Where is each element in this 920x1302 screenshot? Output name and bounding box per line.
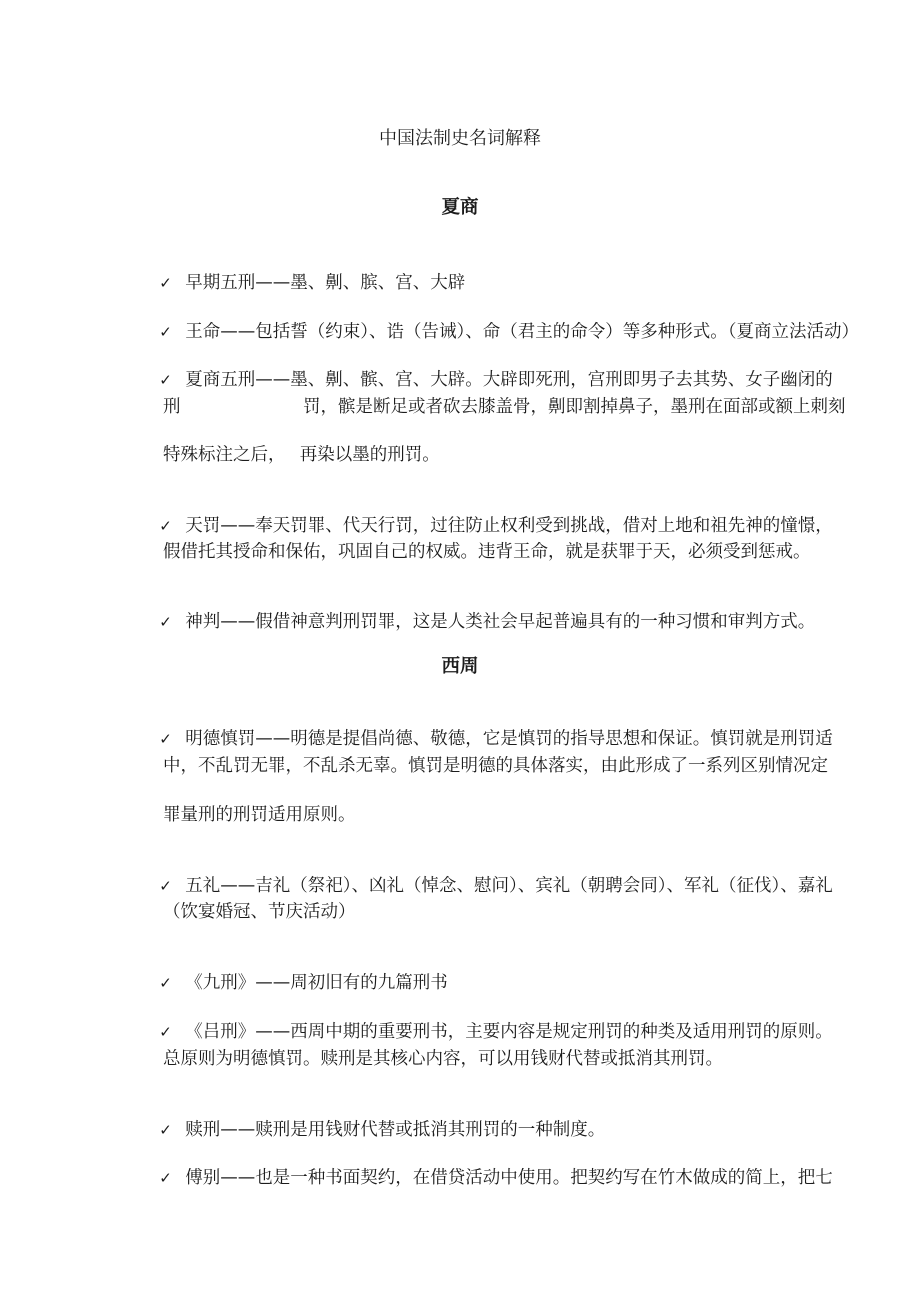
checkmark-bullet-icon: ✓ — [159, 517, 172, 535]
section-heading-xizhou: 西周 — [441, 656, 479, 677]
checkmark-bullet-icon: ✓ — [159, 877, 172, 895]
list-item-text: 明德慎罚——明德是提倡尚德、敬德，它是慎罚的指导思想和保证。慎罚就是刑罚适 — [185, 729, 833, 749]
checkmark-bullet-icon: ✓ — [159, 323, 172, 341]
checkmark-bullet-icon: ✓ — [159, 1023, 172, 1041]
list-item-text: 王命——包括誓（约束）、诰（告诫）、命（君主的命令）等多种形式。（夏商立法活动） — [185, 322, 860, 342]
checkmark-bullet-icon: ✓ — [159, 613, 172, 631]
list-item — [137, 589, 815, 655]
list-item-continuation: 罪量刑的刑罚适用原则。 — [163, 805, 356, 825]
checkmark-bullet-icon: ✓ — [159, 974, 172, 992]
checkmark-bullet-icon: ✓ — [159, 1169, 172, 1187]
list-item-continuation: 特殊标注之后， 再染以墨的刑罚。 — [163, 445, 440, 465]
list-item-continuation: 总原则为明德慎罚。赎刑是其核心内容，可以用钱财代替或抵消其刑罚。 — [163, 1049, 723, 1069]
checkmark-bullet-icon: ✓ — [159, 730, 172, 748]
list-item-text: 夏商五刑——墨、劓、髌、宫、大辟。大辟即死刑，宫刑即男子去其势、女子幽闭的 — [185, 370, 833, 390]
checkmark-bullet-icon: ✓ — [159, 274, 172, 292]
list-item-continuation: （饮宴婚冠、节庆活动） — [163, 902, 356, 922]
list-item-text: 早期五刑——墨、劓、膑、宫、大辟 — [185, 273, 466, 293]
checkmark-bullet-icon: ✓ — [159, 1121, 172, 1139]
section-heading-xiashang: 夏商 — [441, 197, 479, 218]
checkmark-bullet-icon: ✓ — [159, 371, 172, 389]
list-item-continuation: 假借托其授命和保佑，巩固自己的权威。违背王命，就是获罪于天，必须受到惩戒。 — [163, 542, 811, 562]
list-item-text: 《九刑》——周初旧有的九篇刑书 — [185, 973, 448, 993]
list-item-continuation: 刑 罚，髌是断足或者砍去膝盖骨，劓即割掉鼻子，墨刑在面部或额上刺刻 — [163, 397, 846, 417]
page-title: 中国法制史名词解释 — [379, 128, 541, 149]
list-item-text: 天罚——奉天罚罪、代天行罚，过往防止权利受到挑战，借对上地和祖先神的憧憬， — [185, 516, 833, 536]
list-item — [137, 1145, 833, 1211]
list-item-text: 《吕刑》——西周中期的重要刑书，主要内容是规定刑罚的种类及适用刑罚的原则。 — [185, 1022, 833, 1042]
list-item-text: 赎刑——赎刑是用钱财代替或抵消其刑罚的一种制度。 — [185, 1120, 606, 1140]
list-item-text: 五礼——吉礼（祭祀）、凶礼（悼念、慰问）、宾礼（朝聘会同）、军礼（征伐）、嘉礼 — [185, 876, 833, 896]
list-item-text: 神判——假借神意判刑罚罪，这是人类社会早起普遍具有的一种习惯和审判方式。 — [185, 612, 816, 632]
list-item-continuation: 中，不乱罚无罪，不乱杀无辜。慎罚是明德的具体落实，由此形成了一系列区别情况定 — [163, 756, 828, 776]
list-item-text: 傅别——也是一种书面契约，在借贷活动中使用。把契约写在竹木做成的简上，把七 — [185, 1168, 833, 1188]
